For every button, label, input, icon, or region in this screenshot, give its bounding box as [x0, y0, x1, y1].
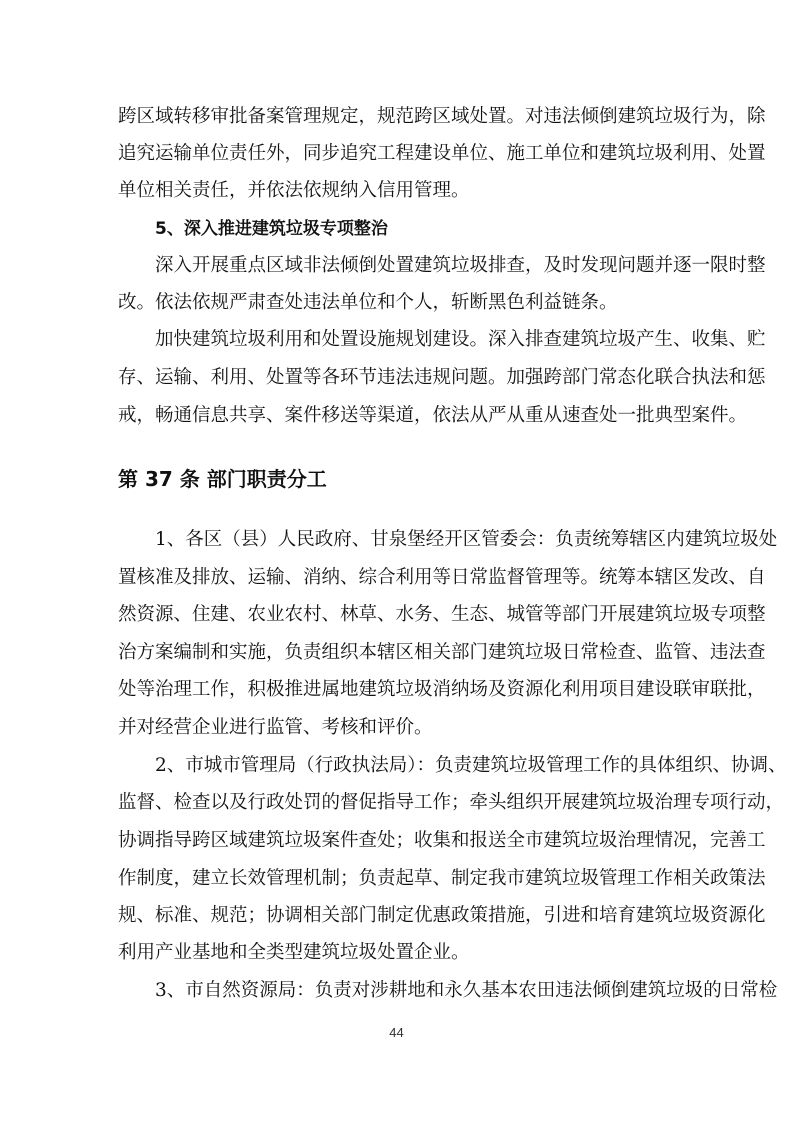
paragraph-line: 规、标准、规范；协调相关部门制定优惠政策措施，引进和培育建筑垃圾资源化: [118, 905, 766, 926]
paragraph-line: 加快建筑垃圾利用和处置设施规划建设。深入排查建筑垃圾产生、收集、贮: [155, 329, 766, 350]
paragraph-line: 并对经营企业进行监管、考核和评价。: [118, 717, 433, 738]
paragraph-line: 协调指导跨区域建筑垃圾案件查处；收集和报送全市建筑垃圾治理情况，完善工: [118, 830, 766, 851]
paragraph-line: 改。依法依规严肃查处违法单位和个人，斩断黑色利益链条。: [118, 292, 618, 313]
paragraph-line: 单位相关责任，并依法依规纳入信用管理。: [118, 180, 470, 201]
paragraph-line: 戒，畅通信息共享、案件移送等渠道，依法从严从重从速查处一批典型案件。: [118, 405, 748, 426]
paragraph-line: 深入开展重点区域非法倾倒处置建筑垃圾排查，及时发现问题并逐一限时整: [155, 255, 766, 276]
paragraph-line: 跨区域转移审批备案管理规定，规范跨区域处置。对违法倾倒建筑垃圾行为，除: [118, 106, 766, 127]
paragraph-line: 处等治理工作，积极推进属地建筑垃圾消纳场及资源化利用项目建设联审联批，: [118, 679, 766, 700]
page-number: 44: [389, 1025, 404, 1040]
paragraph-line: 监督、检查以及行政处罚的督促指导工作；牵头组织开展建筑垃圾治理专项行动，: [118, 792, 785, 813]
section-heading: 第 37 条 部门职责分工: [118, 467, 327, 491]
paragraph-line: 作制度，建立长效管理机制；负责起草、制定我市建筑垃圾管理工作相关政策法: [118, 868, 766, 889]
paragraph-line: 置核准及排放、运输、消纳、综合利用等日常监督管理等。统筹本辖区发改、自: [118, 567, 766, 588]
paragraph-line: 然资源、住建、农业农村、林草、水务、生态、城管等部门开展建筑垃圾专项整: [118, 604, 766, 625]
paragraph-line: 利用产业基地和全类型建筑垃圾处置企业。: [118, 942, 470, 963]
paragraph-line: 2、市城市管理局（行政执法局）：负责建筑垃圾管理工作的具体组织、协调、: [155, 755, 787, 776]
paragraph-line: 存、运输、利用、处置等各环节违法违规问题。加强跨部门常态化联合执法和惩: [118, 367, 766, 388]
paragraph-line: 治方案编制和实施，负责组织本辖区相关部门建筑垃圾日常检查、监管、违法查: [118, 642, 766, 663]
paragraph-line: 追究运输单位责任外，同步追究工程建设单位、施工单位和建筑垃圾利用、处置: [118, 143, 766, 164]
paragraph-line: 1、各区（县）人民政府、甘泉堡经开区管委会：负责统筹辖区内建筑垃圾处: [155, 529, 778, 550]
paragraph-line: 3、市自然资源局：负责对涉耕地和永久基本农田违法倾倒建筑垃圾的日常检: [155, 980, 778, 1001]
subsection-heading: 5、深入推进建筑垃圾专项整治: [155, 219, 388, 239]
